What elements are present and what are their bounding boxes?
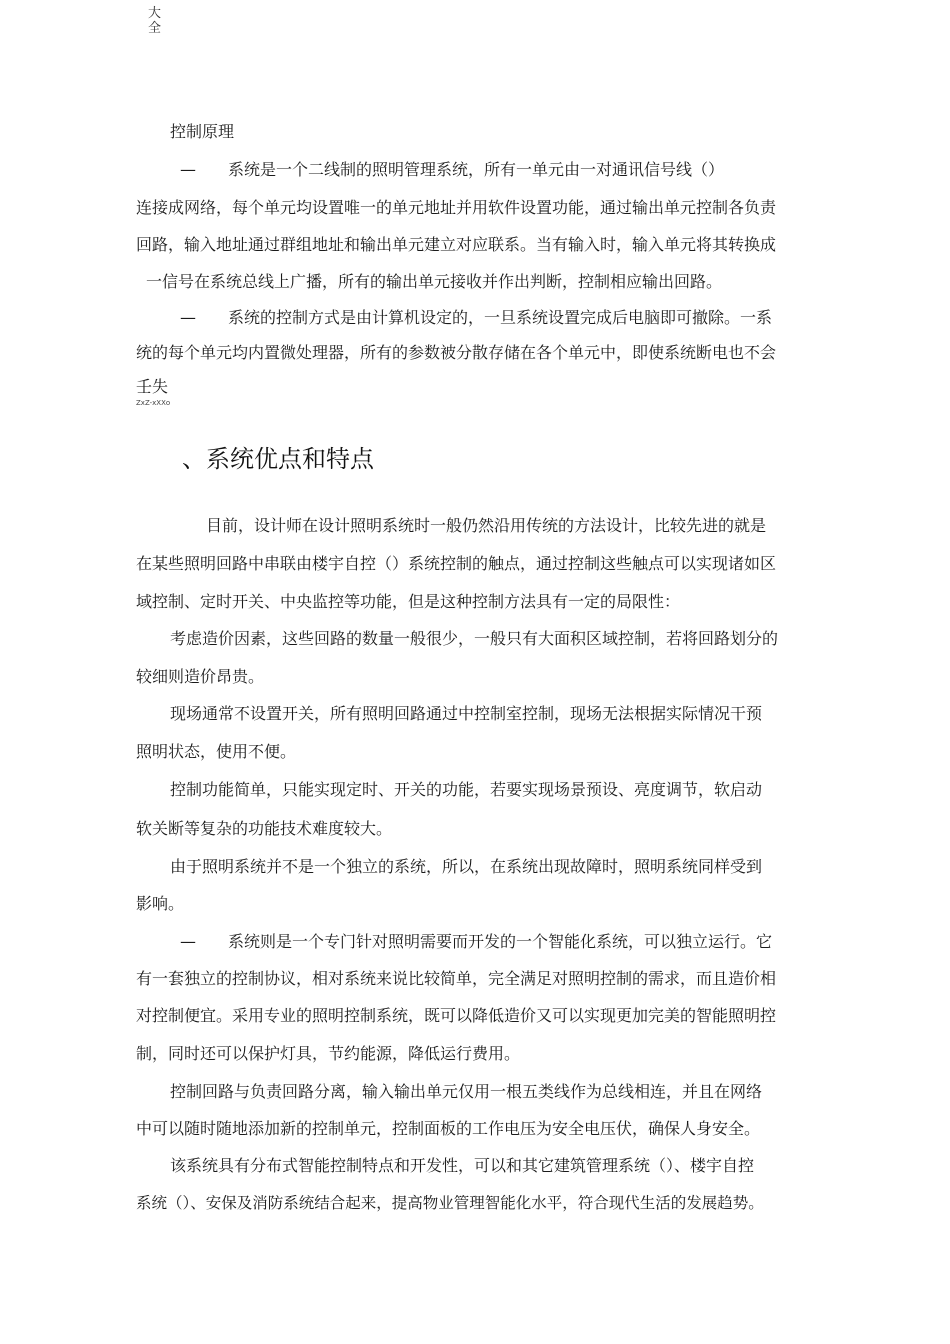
paragraph-line: 控制功能简单，只能实现定时、开关的功能，若要实现场景预设、亮度调节，软启动 <box>170 780 763 799</box>
header-line-1: 大 <box>148 6 162 21</box>
paragraph-line: 壬失 <box>136 377 169 396</box>
paragraph-line: 连接成网络，每个单元均设置唯一的单元地址并用软件设置功能，通过输出单元控制各负责 <box>136 198 777 217</box>
paragraph-line: 有一套独立的控制协议，相对系统来说比较简单，完全满足对照明控制的需求，而且造价相 <box>136 969 777 988</box>
paragraph-line: 现场通常不设置开关，所有照明回路通过中控制室控制，现场无法根据实际情况干预 <box>170 704 763 723</box>
small-note: ZxZ-xXXo <box>136 399 171 407</box>
paragraph-line: 目前，设计师在设计照明系统时一般仍然沿用传统的方法设计，比较先进的就是 <box>206 516 767 535</box>
paragraph-line: 由于照明系统并不是一个独立的系统，所以，在系统出现故障时，照明系统同样受到 <box>170 857 763 876</box>
paragraph-line: 对控制便宜。采用专业的照明控制系统，既可以降低造价又可以实现更加完美的智能照明控 <box>136 1006 777 1025</box>
page-header <box>148 6 161 36</box>
paragraph-line: 在某些照明回路中串联由楼宇自控（）系统控制的触点，通过控制这些触点可以实现诸如区 <box>136 554 777 573</box>
paragraph-line: 一信号在系统总线上广播，所有的输出单元接收并作出判断，控制相应输出回路。 <box>146 272 723 291</box>
paragraph-line: 中可以随时随地添加新的控制单元，控制面板的工作电压为安全电压伏，确保人身安全。 <box>136 1119 761 1138</box>
paragraph-line: 统的每个单元均内置微处理器，所有的参数被分散存储在各个单元中，即使系统断电也不会 <box>136 343 777 362</box>
paragraph-line: 系统（）、安保及消防系统结合起来，提高物业管理智能化水平，符合现代生活的发展趋势。 <box>136 1194 764 1212</box>
paragraph-line: — 系统是一个二线制的照明管理系统，所有一单元由一对通讯信号线（） <box>180 160 725 179</box>
paragraph-line: 影响。 <box>136 894 185 913</box>
section-heading: 、系统优点和特点 <box>182 445 374 473</box>
paragraph-line: 制，同时还可以保护灯具，节约能源，降低运行费用。 <box>136 1044 521 1063</box>
paragraph-line: 控制回路与负责回路分离，输入输出单元仅用一根五类线作为总线相连，并且在网络 <box>170 1082 763 1101</box>
paragraph-line: 回路，输入地址通过群组地址和输出单元建立对应联系。当有输入时，输入单元将其转换成 <box>136 235 777 254</box>
paragraph-line: 考虑造价因素，这些回路的数量一般很少，一般只有大面积区域控制，若将回路划分的 <box>170 629 779 648</box>
paragraph-line: 较细则造价昂贵。 <box>136 667 265 686</box>
paragraph-line: 软关断等复杂的功能技术难度较大。 <box>136 819 393 838</box>
header-line-2: 全 <box>148 21 162 36</box>
paragraph-line: 域控制、定时开关、中央监控等功能，但是这种控制方法具有一定的局限性： <box>136 592 681 611</box>
paragraph-line: — 系统则是一个专门针对照明需要而开发的一个智能化系统，可以独立运行。它 <box>180 932 773 951</box>
paragraph-line: 该系统具有分布式智能控制特点和开发性，可以和其它建筑管理系统（）、楼宇自控 <box>170 1156 755 1175</box>
section-title: 控制原理 <box>170 122 235 141</box>
paragraph-line: 照明状态，使用不便。 <box>136 742 297 761</box>
paragraph-line: — 系统的控制方式是由计算机设定的，一旦系统设置完成后电脑即可撤除。一系 <box>180 308 773 327</box>
